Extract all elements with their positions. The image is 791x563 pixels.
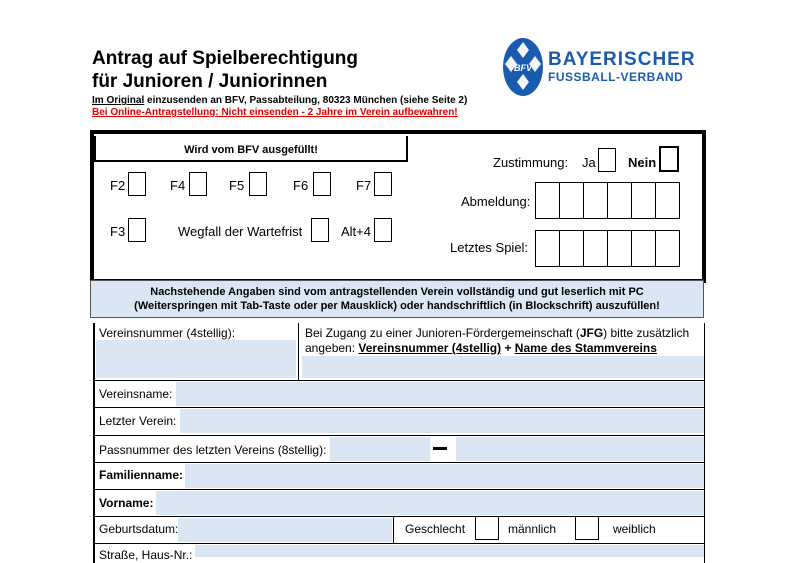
weiblich-checkbox[interactable] bbox=[575, 516, 599, 540]
f3-checkbox[interactable] bbox=[128, 218, 146, 242]
strasse-input[interactable] bbox=[195, 545, 704, 557]
row-line bbox=[93, 462, 705, 463]
geschlecht-label: Geschlecht bbox=[405, 522, 466, 536]
row-divider bbox=[393, 517, 394, 543]
letzter-verein-input[interactable] bbox=[180, 409, 704, 433]
letzter-verein-label: Letzter Verein: bbox=[99, 414, 177, 428]
weiblich-label: weiblich bbox=[613, 522, 656, 536]
ja-checkbox[interactable] bbox=[598, 148, 616, 172]
vereinsnummer-label: Vereinsnummer (4stellig): bbox=[99, 326, 236, 340]
form-title-line2: für Junioren / Juniorinnen bbox=[92, 71, 328, 92]
familienname-input[interactable] bbox=[185, 464, 704, 488]
row-line bbox=[93, 516, 705, 517]
logo-line2: FUSSBALL-VERBAND bbox=[548, 70, 684, 84]
abmeldung-date-cells[interactable] bbox=[535, 182, 680, 219]
row-divider bbox=[298, 323, 299, 380]
geburtsdatum-label: Geburtsdatum: bbox=[99, 522, 179, 536]
maennlich-label: männlich bbox=[508, 522, 557, 536]
alt4-checkbox[interactable] bbox=[374, 218, 392, 242]
vorname-label: Vorname: bbox=[99, 496, 154, 510]
form-left-border bbox=[93, 323, 95, 563]
jfg-bold: JFG bbox=[579, 326, 604, 340]
f4-checkbox[interactable] bbox=[189, 172, 207, 196]
f2-label: F2 bbox=[110, 178, 126, 193]
maennlich-checkbox[interactable] bbox=[475, 516, 499, 540]
nein-label: Nein bbox=[628, 155, 657, 170]
f5-label: F5 bbox=[229, 178, 245, 193]
form-right-border bbox=[704, 323, 705, 563]
f3-label: F3 bbox=[110, 224, 126, 239]
row-line bbox=[93, 489, 705, 490]
jfg-link1: Vereinsnummer (4stellig) bbox=[358, 341, 502, 355]
ja-label: Ja bbox=[582, 155, 596, 170]
submission-note bbox=[92, 95, 467, 106]
jfg-text3: angeben: bbox=[305, 341, 359, 355]
instructions-line1: Nachstehende Angaben sind vom antragstellenden Verein vollständig und gut leserlich mit PC bbox=[150, 286, 644, 298]
jfg-link2: Name des Stammvereins bbox=[514, 341, 657, 355]
f7-label: F7 bbox=[356, 178, 372, 193]
jfg-input[interactable] bbox=[302, 356, 704, 378]
vorname-input[interactable] bbox=[156, 491, 704, 515]
row-line bbox=[93, 435, 705, 436]
bfv-logo-icon bbox=[503, 38, 543, 96]
f5-checkbox[interactable] bbox=[249, 172, 267, 196]
passnummer-label: Passnummer des letzten Vereins (8stellig): bbox=[99, 443, 327, 457]
submission-note-rest: einzusenden an BFV, Passabteilung, 80323 München (siehe Seite 2) bbox=[144, 95, 468, 106]
bfv-lozenge-icon bbox=[503, 38, 543, 96]
office-heading: Wird vom BFV ausgefüllt! bbox=[94, 136, 408, 162]
f7-checkbox[interactable] bbox=[374, 172, 392, 196]
geburtsdatum-input[interactable] bbox=[178, 518, 392, 542]
form-title-line1: Antrag auf Spielberechtigung bbox=[92, 48, 359, 69]
instructions-line2: (Weiterspringen mit Tab-Taste oder per Mausklick) oder handschriftlich (in Blockschrift) auszufüllen! bbox=[134, 300, 660, 312]
letztes-spiel-date-cells[interactable] bbox=[535, 230, 680, 267]
wartefrist-checkbox[interactable] bbox=[311, 218, 329, 242]
jfg-text2: ) bitte zusätzlich bbox=[603, 326, 690, 340]
logo-badge-text: BFV bbox=[514, 63, 532, 73]
passnummer-input-part2[interactable] bbox=[456, 437, 704, 461]
vereinsname-input[interactable] bbox=[176, 382, 704, 406]
nein-checkbox[interactable] bbox=[659, 146, 679, 172]
f4-label: F4 bbox=[170, 178, 186, 193]
vereinsname-label: Vereinsname: bbox=[99, 387, 173, 401]
jfg-plus: + bbox=[501, 341, 515, 355]
row-line bbox=[93, 407, 705, 408]
f6-checkbox[interactable] bbox=[313, 172, 331, 196]
dash-separator bbox=[433, 447, 447, 450]
abmeldung-label: Abmeldung: bbox=[461, 194, 531, 209]
jfg-note bbox=[305, 326, 701, 356]
f2-checkbox[interactable] bbox=[128, 172, 146, 196]
letztes-spiel-label: Letztes Spiel: bbox=[450, 240, 529, 255]
jfg-text1: Bei Zugang zu einer Junioren-Fördergemeinschaft ( bbox=[305, 326, 580, 340]
familienname-label: Familienname: bbox=[99, 468, 184, 482]
submission-note-original: Im Original bbox=[92, 95, 145, 106]
strasse-label: Straße, Haus-Nr.: bbox=[99, 548, 193, 562]
alt4-label: Alt+4 bbox=[341, 224, 371, 239]
passnummer-input-part1[interactable] bbox=[330, 437, 430, 461]
instructions-banner bbox=[90, 280, 704, 318]
row-line bbox=[93, 380, 705, 381]
row-line bbox=[93, 543, 705, 544]
online-note: Bei Online-Antragstellung: Nicht einsenden - 2 Jahre im Verein aufbewahren! bbox=[92, 107, 458, 118]
zustimmung-label: Zustimmung: bbox=[493, 155, 569, 170]
f6-label: F6 bbox=[293, 178, 309, 193]
vereinsnummer-input[interactable] bbox=[96, 340, 296, 378]
logo-line1: BAYERISCHER bbox=[548, 49, 696, 70]
wartefrist-label: Wegfall der Wartefrist bbox=[178, 224, 303, 239]
